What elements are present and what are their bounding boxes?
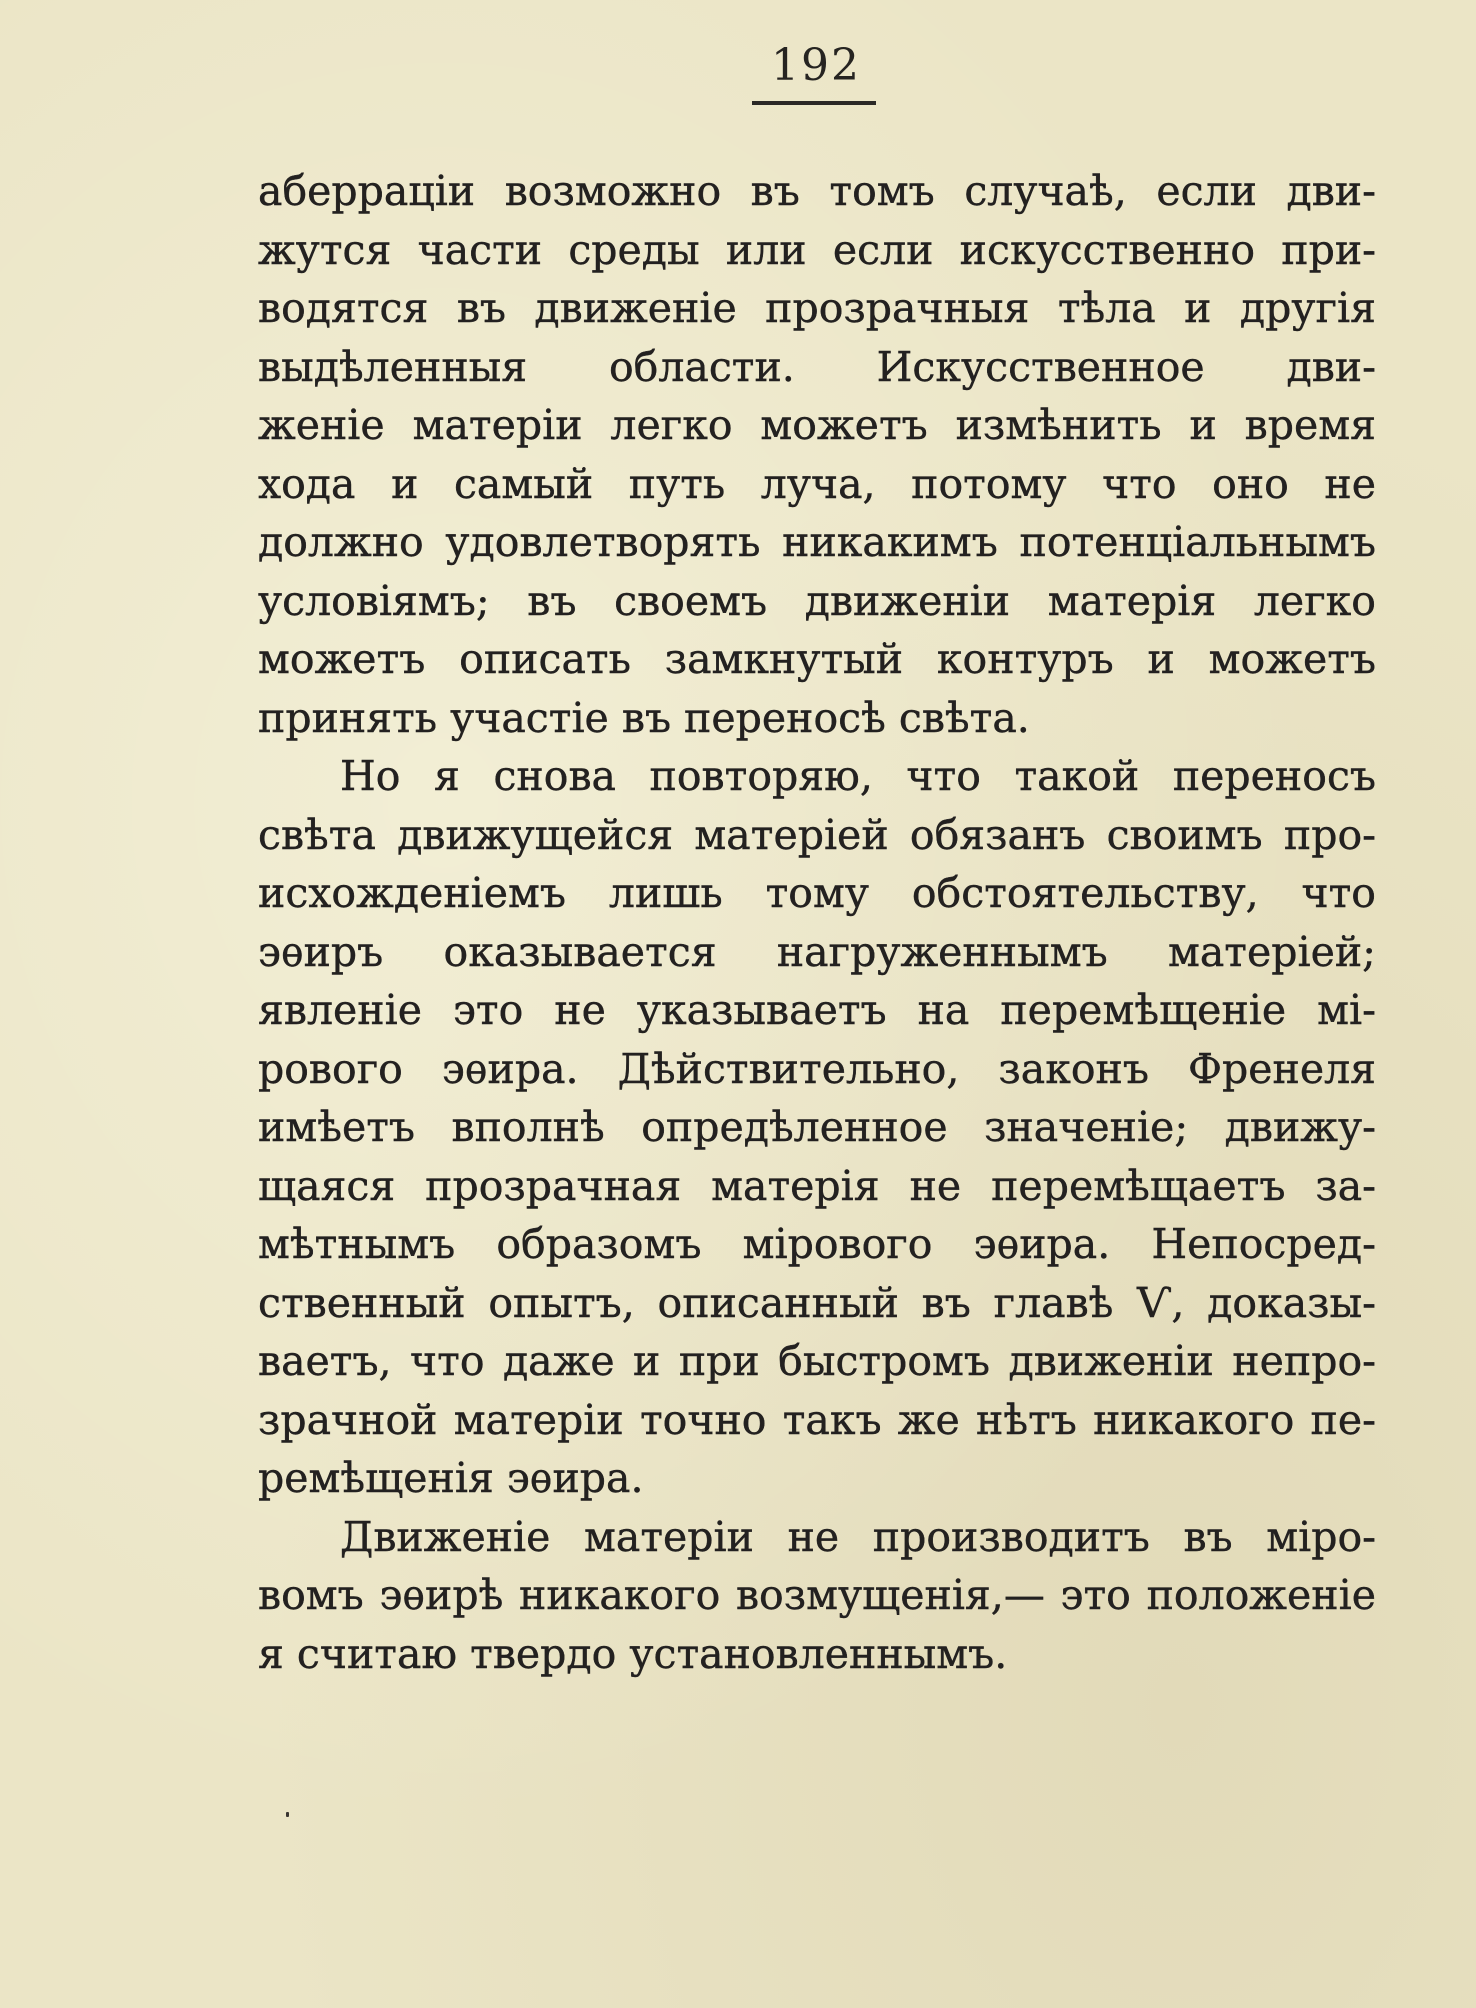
text-line: ваетъ, что даже и при быстромъ движеніи непро- xyxy=(258,1337,1376,1385)
text-line: хода и самый путь луча, потому что оно не xyxy=(258,459,1376,508)
text-line: мѣтнымъ образомъ мірового эѳира. Непосред- xyxy=(258,1220,1376,1268)
text-line: Но я снова повторяю, что такой переносъ xyxy=(340,752,1376,800)
text-line: принять участіе въ переносѣ свѣта. xyxy=(258,693,1030,742)
paragraph-2 xyxy=(258,747,1376,1508)
text-line: вомъ эѳирѣ никакого возмущенія,— это положеніе xyxy=(258,1571,1376,1619)
text-line: женіе матеріи легко можетъ измѣнить и время xyxy=(258,401,1376,449)
body-text xyxy=(258,162,1376,1683)
text-line: эѳиръ оказывается нагруженнымъ матеріей; xyxy=(258,927,1376,976)
text-line: должно удовлетворять никакимъ потенціальнымъ xyxy=(258,518,1376,566)
text-line: я считаю твердо установленнымъ. xyxy=(258,1629,1008,1678)
text-line: свѣта движущейся матеріей обязанъ своимъ про- xyxy=(258,810,1376,859)
text-line: рового эѳира. Дѣйствительно, законъ Френеля xyxy=(258,1044,1376,1093)
text-line: щаяся прозрачная матерія не перемѣщаетъ за- xyxy=(258,1161,1376,1210)
paragraph-3 xyxy=(258,1508,1376,1684)
text-line: исхожденіемъ лишь тому обстоятельству, что xyxy=(258,869,1376,917)
text-line: жутся части среды или если искусственно при- xyxy=(258,225,1376,274)
page-number-rule xyxy=(752,101,876,105)
text-line: зрачной матеріи точно такъ же нѣтъ никакого пе- xyxy=(258,1395,1376,1444)
text-line: условіямъ; въ своемъ движеніи матерія легко xyxy=(258,576,1376,625)
paragraph-1 xyxy=(258,162,1376,747)
text-line: имѣетъ вполнѣ опредѣленное значеніе; движу- xyxy=(258,1103,1376,1151)
ink-speck xyxy=(286,1812,289,1817)
text-line: можетъ описать замкнутый контуръ и можетъ xyxy=(258,635,1376,683)
text-line: Движеніе матеріи не производитъ въ міро- xyxy=(340,1512,1376,1561)
page-number: 192 xyxy=(771,40,861,91)
text-line: аберраціи возможно въ томъ случаѣ, если дви- xyxy=(258,167,1376,215)
text-line: ственный опытъ, описанный въ главѣ Ѵ, доказы- xyxy=(258,1278,1376,1327)
text-line: явленіе это не указываетъ на перемѣщеніе мі- xyxy=(258,986,1376,1034)
text-line: ремѣщенія эѳира. xyxy=(258,1454,644,1502)
text-line: водятся въ движеніе прозрачныя тѣла и другія xyxy=(258,284,1376,332)
text-line: выдѣленныя области. Искусственное дви- xyxy=(258,342,1376,391)
